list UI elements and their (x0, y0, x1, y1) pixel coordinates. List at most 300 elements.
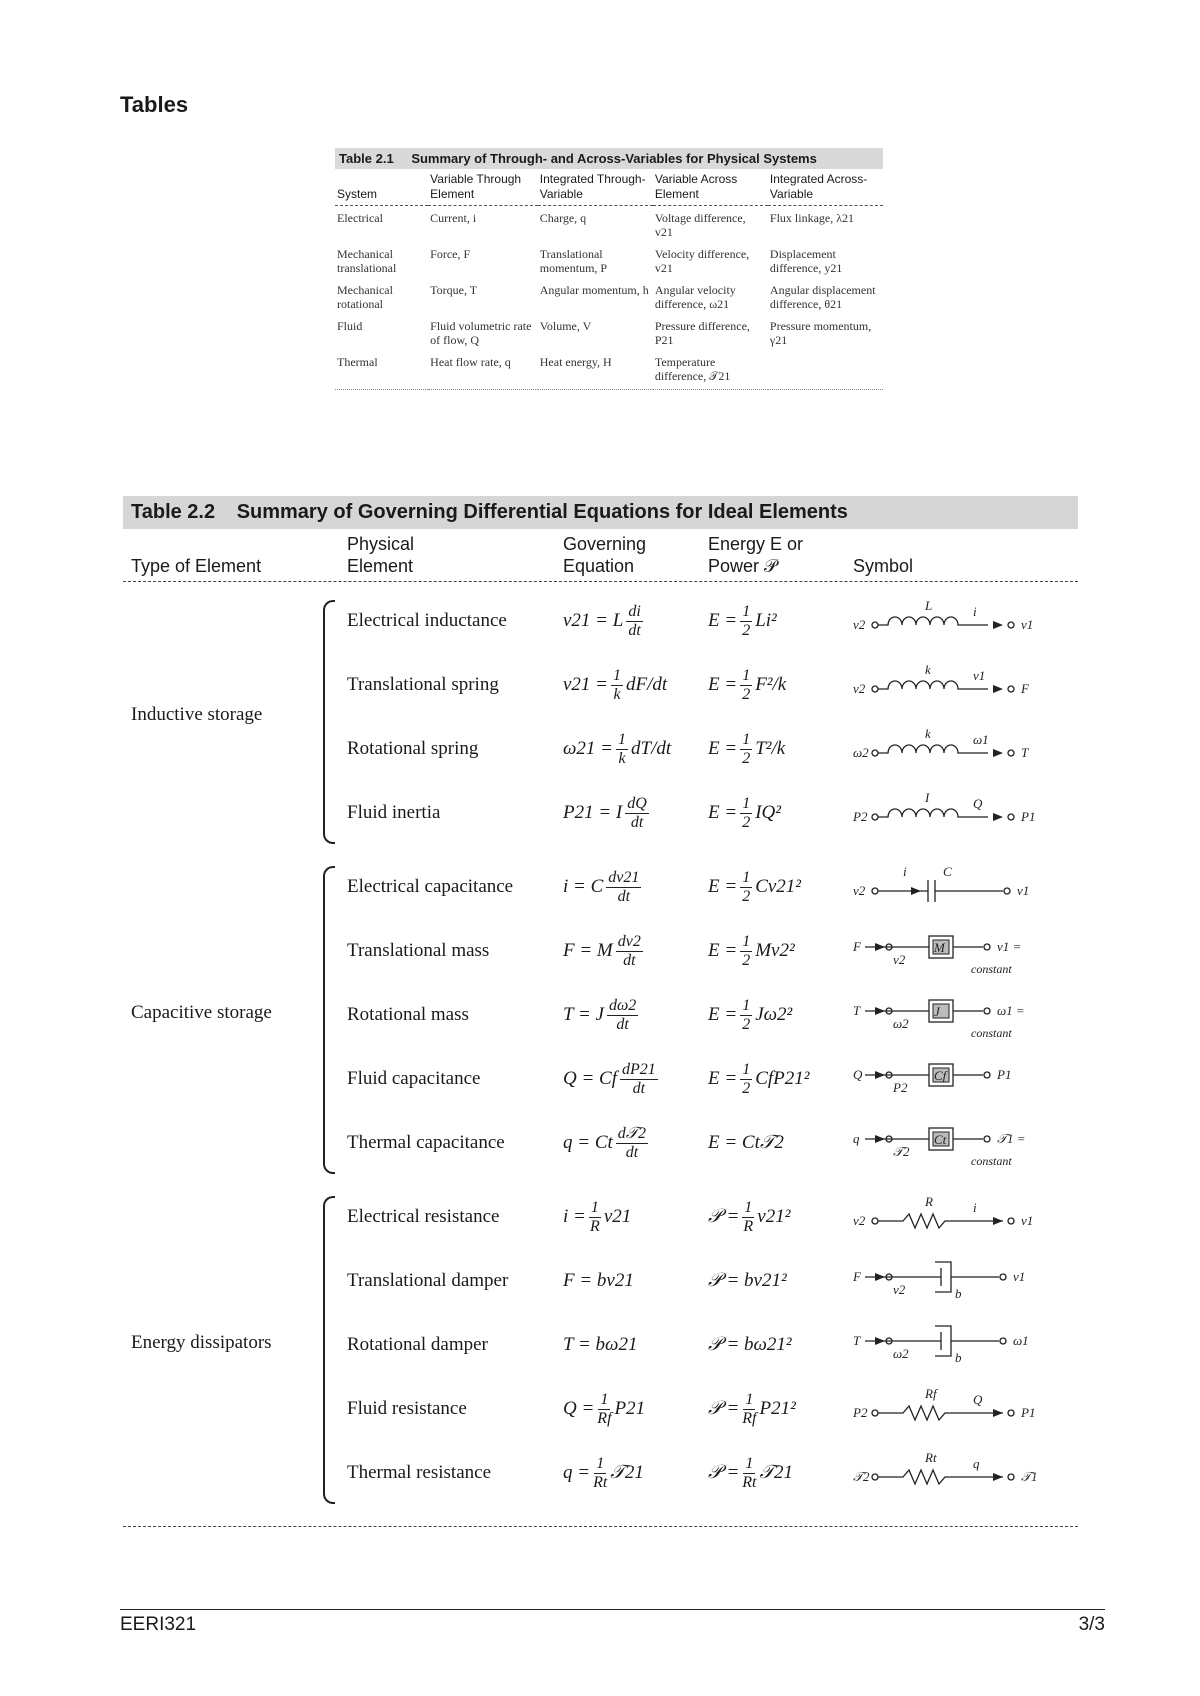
table-cell: Thermal (335, 350, 428, 390)
energy-lhs: 𝒫 = (708, 1397, 740, 1419)
symbol-label: T (853, 1003, 861, 1018)
energy-lhs: E = (708, 1067, 738, 1089)
fraction-numerator: dQ (627, 794, 647, 812)
symbol-label: b (955, 1350, 962, 1365)
fraction-denominator: Rt (593, 1473, 608, 1491)
table-2-1-header-cell: Integrated Through-Variable (538, 169, 653, 206)
symbol-label: ω1 = (997, 1003, 1025, 1018)
energy-lhs: 𝒫 = (708, 1205, 740, 1227)
symbol-label: ω2 (893, 1346, 909, 1361)
energy-rhs: Jω2² (755, 1003, 793, 1025)
table-cell: Pressure difference, P21 (654, 319, 750, 347)
fraction-numerator: 1 (745, 1390, 754, 1408)
table-row (123, 862, 1078, 912)
terminal-icon (872, 750, 878, 756)
physical-element: Translational mass (347, 940, 490, 961)
symbol-inductor-icon (853, 596, 1073, 646)
fraction-denominator: dt (630, 813, 644, 831)
governing-equation (563, 660, 667, 710)
table-row (123, 724, 1078, 774)
header-governing-equation: Governing Equation (563, 534, 647, 576)
symbol-label: v1 (1013, 1269, 1026, 1284)
group-label: Capacitive storage (131, 1002, 272, 1023)
fraction-numerator: 1 (600, 1390, 609, 1408)
element-symbol (853, 1256, 1073, 1306)
energy-expression (708, 1054, 809, 1104)
equation-lhs: ω21 = (563, 737, 613, 759)
energy-rhs: Mv2² (755, 939, 795, 961)
energy-expression (708, 596, 777, 646)
energy-expression (708, 990, 792, 1040)
equation (563, 1199, 631, 1236)
equation-rhs: dT/dt (631, 737, 672, 759)
fraction-numerator: 1 (618, 730, 626, 748)
terminal-icon (984, 1136, 990, 1142)
fraction-numerator: 1 (742, 602, 751, 620)
fraction-denominator: 2 (742, 685, 751, 703)
table-cell: Heat energy, H (538, 350, 653, 390)
header-physical-element: Physical Element (347, 534, 415, 576)
terminal-icon (1008, 1474, 1014, 1480)
symbol-resistor-icon (853, 1448, 1073, 1498)
equation-lhs: Q = Cf (563, 1067, 617, 1089)
symbol-label: v1 (973, 668, 986, 683)
equation-lhs: i = C (563, 875, 604, 897)
element-symbol (853, 926, 1073, 976)
equation-lhs: T = bω21 (563, 1334, 638, 1355)
fraction-numerator: 1 (744, 1198, 753, 1216)
energy-rhs: CfP21² (755, 1067, 810, 1089)
symbol-label: Q (853, 1067, 863, 1082)
equation (563, 1061, 661, 1098)
governing-equation (563, 1448, 644, 1498)
energy-rhs: T²/k (755, 737, 786, 759)
governing-equation (563, 1192, 631, 1242)
fraction-numerator: 1 (745, 1454, 754, 1472)
table-2-1-number: Table 2.1 (339, 151, 394, 166)
symbol-label: F (853, 1269, 861, 1284)
fraction-denominator: dt (625, 1143, 639, 1161)
fraction-numerator: dv21 (608, 868, 640, 886)
table-2-1-header-cell: Variable Across Element (653, 169, 768, 206)
table-cell: Mechanical translational (337, 247, 397, 275)
fraction (740, 731, 752, 768)
equation-lhs: i = (563, 1205, 586, 1227)
symbol-label: P2 (893, 1080, 908, 1095)
table-row (123, 1192, 1078, 1242)
symbol-label: T (853, 1333, 861, 1348)
fraction (606, 869, 641, 906)
symbol-label: constant (971, 1154, 1012, 1168)
energy-rhs: Cv21² (755, 875, 801, 897)
energy (708, 667, 786, 704)
footer-page-number: 3/3 (1078, 1614, 1105, 1635)
symbol-label: 𝒯1 = (997, 1131, 1026, 1146)
symbol-label: L (925, 598, 933, 613)
table-row (123, 1118, 1078, 1168)
symbol-label: C (943, 864, 952, 879)
table-2-1-caption (335, 148, 883, 169)
symbol-label: ω2 (853, 745, 869, 760)
damper-icon (865, 1262, 999, 1292)
inductor-coil-icon (878, 617, 988, 625)
fraction-numerator: 1 (742, 932, 751, 950)
governing-equation (563, 1054, 661, 1104)
symbol-label: ω2 (893, 1016, 909, 1031)
energy-rhs: v21² (757, 1205, 791, 1227)
fraction (742, 1391, 756, 1428)
fraction (593, 1455, 607, 1492)
physical-element: Electrical capacitance (347, 876, 514, 897)
equation (563, 603, 646, 640)
element-symbol (853, 1320, 1073, 1370)
element-symbol (853, 862, 1073, 912)
equation (563, 795, 652, 832)
energy (708, 1061, 809, 1098)
energy-expression (708, 1118, 784, 1168)
equation (563, 1455, 644, 1492)
symbol-label: k (925, 726, 931, 741)
terminal-icon (1008, 814, 1014, 820)
symbol-label: F (853, 939, 861, 954)
fraction (740, 997, 752, 1034)
energy-rhs: P21² (759, 1397, 796, 1419)
energy-lhs: E = (708, 609, 738, 631)
table-cell: Displacement difference, y21 (769, 247, 843, 275)
energy (708, 1334, 792, 1356)
symbol-label: v1 (1021, 1213, 1034, 1228)
equation-rhs: v21 (603, 1205, 632, 1227)
fraction (607, 997, 638, 1034)
table-2-1-header-row (335, 169, 883, 206)
terminal-icon (872, 1410, 878, 1416)
symbol-inductor-icon (853, 724, 1073, 774)
equation-lhs: F = bv21 (563, 1270, 634, 1291)
resistor-coil-icon (878, 1214, 1003, 1228)
table-cell: Temperature difference, 𝒯21 (653, 350, 768, 390)
table-row (123, 926, 1078, 976)
fraction-denominator: 2 (742, 1079, 751, 1097)
arrow-icon (993, 621, 1003, 629)
fraction (589, 1199, 601, 1236)
physical-element: Electrical resistance (347, 1206, 500, 1227)
table-2-1-title: Summary of Through- and Across-Variables for Physical Systems (411, 151, 817, 166)
resistor-coil-icon (878, 1470, 1003, 1484)
physical-element: Fluid capacitance (347, 1068, 481, 1089)
fraction (740, 869, 752, 906)
energy-lhs: 𝒫 = bω21² (708, 1334, 792, 1355)
group-brace (323, 866, 335, 1174)
fraction (740, 1061, 752, 1098)
table-cell: Electrical (337, 211, 383, 225)
energy (708, 933, 795, 970)
symbol-resistor-icon (853, 1384, 1073, 1434)
energy (708, 869, 801, 906)
equation-lhs: q = Ct (563, 1131, 613, 1153)
energy (708, 1132, 784, 1154)
fraction (742, 1199, 754, 1236)
fraction-numerator: dv2 (617, 932, 641, 950)
table-2-1-grid (335, 169, 883, 390)
fraction-numerator: 1 (613, 666, 622, 684)
arrow-icon (911, 887, 921, 895)
table-cell: Angular momentum, h (539, 283, 649, 297)
energy (708, 795, 781, 832)
table-row (123, 788, 1078, 838)
energy-lhs: E = Ct𝒯2 (708, 1132, 784, 1153)
symbol-label: v2 (853, 681, 866, 696)
fraction-denominator: 2 (742, 749, 751, 767)
fraction-denominator: Rf (742, 1409, 757, 1427)
table-2-1-body (335, 206, 883, 390)
element-symbol (853, 724, 1073, 774)
governing-equation (563, 862, 644, 912)
symbol-label: P1 (1021, 1405, 1036, 1420)
fraction-denominator: Rt (742, 1473, 757, 1491)
fraction (742, 1455, 756, 1492)
energy-lhs: E = (708, 875, 738, 897)
table-cell: Angular velocity difference, ω21 (654, 283, 736, 311)
symbol-resistor-icon (853, 1192, 1073, 1242)
governing-equation (563, 724, 671, 774)
page-heading: Tables (120, 92, 189, 117)
table-row (335, 278, 883, 314)
fraction (625, 795, 649, 832)
group-brace (323, 600, 335, 844)
table-cell: Pressure momentum, γ21 (769, 319, 872, 347)
physical-element: Fluid resistance (347, 1398, 467, 1419)
fraction-numerator: dω2 (608, 996, 637, 1014)
symbol-label: Q (973, 1392, 983, 1407)
table-cell: Mechanical rotational (337, 283, 393, 311)
fraction (611, 667, 623, 704)
energy (708, 603, 777, 640)
symbol-label: v2 (853, 1213, 866, 1228)
equation-lhs: Q = (563, 1397, 595, 1419)
energy (708, 997, 792, 1034)
fraction (597, 1391, 611, 1428)
symbol-label: v2 (893, 1282, 906, 1297)
symbol-label: P2 (853, 809, 868, 824)
fraction (616, 1125, 648, 1162)
symbol-label: i (973, 1200, 977, 1215)
fraction-numerator: dP21 (622, 1060, 656, 1078)
symbol-label: v1 = (997, 939, 1022, 954)
group-label: Energy dissipators (131, 1332, 272, 1353)
equation-lhs: v21 = L (563, 609, 624, 631)
table-row (335, 242, 883, 278)
symbol-label: k (925, 662, 931, 677)
arrow-icon (875, 1337, 885, 1345)
fraction-denominator: k (618, 749, 626, 767)
table-cell: Volume, V (539, 319, 592, 333)
terminal-icon (872, 1218, 878, 1224)
terminal-icon (872, 1474, 878, 1480)
fraction (616, 731, 628, 768)
arrow-icon (875, 1273, 885, 1281)
energy (708, 1270, 787, 1292)
energy-lhs: 𝒫 = bv21² (708, 1270, 787, 1291)
symbol-box-icon (853, 1118, 1073, 1168)
symbol-label: I (925, 790, 930, 805)
fraction-numerator: di (628, 602, 641, 620)
element-symbol (853, 1118, 1073, 1168)
governing-equation (563, 596, 646, 646)
table-2-1-header-cell: Integrated Across-Variable (768, 169, 883, 206)
symbol-label: 𝒯2 (893, 1144, 910, 1159)
physical-element: Rotational spring (347, 738, 479, 759)
inductor-coil-icon (878, 681, 988, 689)
table-cell: Fluid volumetric rate of flow, Q (430, 319, 532, 347)
equation (563, 1391, 645, 1428)
equation-rhs: 𝒯21 (610, 1461, 644, 1483)
element-symbol (853, 1448, 1073, 1498)
symbol-label: Q (973, 796, 983, 811)
equation-lhs: v21 = (563, 673, 609, 695)
fraction-denominator: R (743, 1217, 754, 1235)
footer-rule (120, 1609, 1105, 1610)
damper-icon (865, 1326, 999, 1356)
symbol-label: M (934, 940, 945, 955)
terminal-icon (1008, 686, 1014, 692)
group-label: Inductive storage (131, 704, 263, 725)
symbol-label: constant (971, 962, 1012, 976)
energy-expression (708, 1320, 792, 1370)
terminal-icon (872, 888, 878, 894)
symbol-inductor-icon (853, 788, 1073, 838)
equation (563, 933, 646, 970)
terminal-icon (1000, 1274, 1006, 1280)
table-cell (768, 350, 883, 390)
governing-equation (563, 990, 641, 1040)
header-energy-or-power: Energy E or Power 𝒫 (708, 534, 804, 576)
energy-rhs: 𝒯21 (759, 1461, 794, 1483)
fraction-numerator: 1 (742, 794, 751, 812)
symbol-label: R (925, 1194, 933, 1209)
equation (563, 667, 667, 704)
element-symbol (853, 990, 1073, 1040)
fraction-denominator: dt (628, 621, 641, 639)
table-row (335, 206, 883, 243)
symbol-label: b (955, 1286, 962, 1301)
terminal-icon (1004, 888, 1010, 894)
fraction-numerator: 1 (742, 666, 751, 684)
footer-course-code: EERI321 (120, 1614, 197, 1635)
terminal-icon (872, 686, 878, 692)
fraction (740, 667, 752, 704)
table-row (123, 1448, 1078, 1498)
symbol-label: i (973, 604, 977, 619)
fraction-denominator: 2 (742, 813, 751, 831)
fraction-denominator: k (613, 685, 621, 703)
table-2-2 (123, 496, 1078, 1542)
table-row (123, 660, 1078, 710)
fraction (620, 1061, 658, 1098)
fraction (626, 603, 642, 640)
element-symbol (853, 596, 1073, 646)
equation-lhs: T = J (563, 1003, 604, 1025)
terminal-icon (1008, 1218, 1014, 1224)
governing-equation (563, 1256, 634, 1306)
symbol-box-icon (853, 990, 1073, 1040)
fraction-denominator: 2 (742, 621, 751, 639)
table-cell: Velocity difference, v21 (654, 247, 750, 275)
symbol-label: constant (971, 1026, 1012, 1040)
symbol-label: v2 (853, 883, 866, 898)
energy-expression (708, 1384, 796, 1434)
table-row (335, 314, 883, 350)
inductor-coil-icon (878, 809, 988, 817)
table-2-2-title: Summary of Governing Differential Equations for Ideal Elements (236, 501, 848, 523)
energy (708, 1391, 796, 1428)
energy-expression (708, 1256, 787, 1306)
table-cell: Current, i (430, 211, 477, 225)
table-cell: Heat flow rate, q (428, 350, 538, 390)
fraction-denominator: R (589, 1217, 600, 1235)
table-cell: Translational momentum, P (539, 247, 608, 275)
fraction (740, 603, 752, 640)
symbol-damper-icon (853, 1320, 1073, 1370)
energy-expression (708, 862, 801, 912)
symbol-label: v1 (1017, 883, 1030, 898)
symbol-label: J (934, 1004, 940, 1019)
arrow-icon (875, 1135, 885, 1143)
equation (563, 1125, 651, 1162)
arrow-icon (993, 1217, 1003, 1225)
fraction-numerator: 1 (742, 730, 751, 748)
resistor-coil-icon (878, 1406, 1003, 1420)
equation (563, 731, 671, 768)
table-2-1-header-cell: Variable Through Element (428, 169, 538, 206)
element-symbol (853, 660, 1073, 710)
physical-element: Rotational damper (347, 1334, 488, 1355)
governing-equation (563, 1118, 651, 1168)
symbol-damper-icon (853, 1256, 1073, 1306)
energy (708, 1199, 790, 1236)
equation (563, 997, 641, 1034)
table-2-2-body (123, 582, 1078, 1542)
governing-equation (563, 1320, 637, 1370)
table-2-1 (335, 148, 883, 390)
physical-element: Fluid inertia (347, 802, 441, 823)
table-2-2-caption (123, 496, 1078, 529)
fraction-denominator: dt (632, 1079, 646, 1097)
energy-expression (708, 1192, 790, 1242)
header-type-of-element: Type of Element (131, 556, 262, 576)
symbol-box-icon (853, 1054, 1073, 1104)
terminal-icon (984, 1008, 990, 1014)
arrow-icon (993, 1409, 1003, 1417)
table-2-1-header-cell: System (335, 169, 428, 206)
inductor-coil-icon (878, 745, 988, 753)
energy-expression (708, 1448, 793, 1498)
symbol-label: Ct (934, 1132, 947, 1147)
terminal-icon (984, 944, 990, 950)
table-2-2-header-row (123, 529, 1078, 582)
symbol-inductor-icon (853, 660, 1073, 710)
arrow-icon (993, 749, 1003, 757)
table-cell: Flux linkage, λ21 (769, 211, 855, 225)
table-bottom-rule (123, 1526, 1078, 1527)
terminal-icon (872, 814, 878, 820)
terminal-icon (1008, 1410, 1014, 1416)
fraction (740, 933, 752, 970)
table-row (123, 1384, 1078, 1434)
physical-element: Rotational mass (347, 1004, 469, 1025)
table-cell: Torque, T (430, 283, 478, 297)
fraction-denominator: 2 (742, 1015, 751, 1033)
equation-rhs: P21 (614, 1397, 646, 1419)
